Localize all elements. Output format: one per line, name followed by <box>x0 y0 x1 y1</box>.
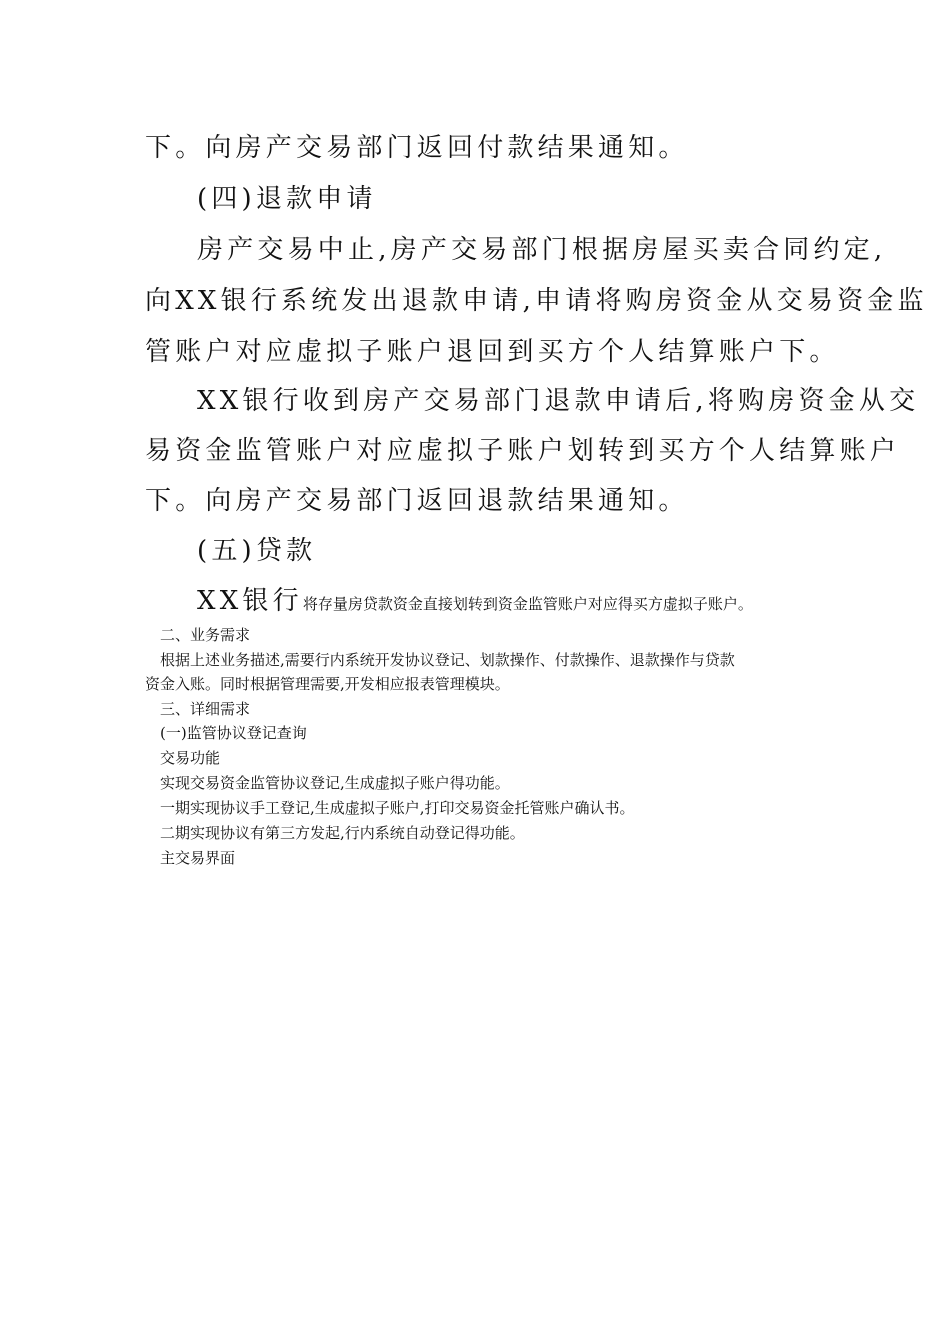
bank-name: XX银行 <box>197 586 303 616</box>
paragraph-line: 易资金监管账户对应虚拟子账户划转到买方个人结算账户 <box>145 436 901 466</box>
section-heading-detailed-requirements: 三、详细需求 <box>160 700 251 718</box>
section-heading-loan: (五)贷款 <box>197 536 317 566</box>
paragraph-line: 二期实现协议有第三方发起,行内系统自动登记得功能。 <box>160 824 525 842</box>
loan-paragraph <box>197 586 753 619</box>
paragraph-line: 向XX银行系统发出退款申请,申请将购房资金从交易资金监 <box>145 286 928 316</box>
paragraph-line: 下。向房产交易部门返回付款结果通知。 <box>145 133 689 163</box>
paragraph-line: 下。向房产交易部门返回退款结果通知。 <box>145 486 689 516</box>
item-heading: 交易功能 <box>160 749 221 767</box>
section-heading-business-requirements: 二、业务需求 <box>160 626 251 644</box>
item-heading: 主交易界面 <box>160 849 236 867</box>
paragraph-line: 资金入账。同时根据管理需要,开发相应报表管理模块。 <box>145 675 510 693</box>
subsection-heading: (一)监管协议登记查询 <box>160 724 307 742</box>
paragraph-line: 根据上述业务描述,需要行内系统开发协议登记、划款操作、付款操作、退款操作与贷款 <box>160 651 735 669</box>
paragraph-line: 房产交易中止,房产交易部门根据房屋买卖合同约定, <box>197 235 887 265</box>
paragraph-line: 实现交易资金监管协议登记,生成虚拟子账户得功能。 <box>160 774 510 792</box>
loan-text: 将存量房贷款资金直接划转到资金监管账户对应得买方虚拟子账户。 <box>302 595 753 613</box>
section-heading-refund: (四)退款申请 <box>197 184 377 214</box>
paragraph-line: XX银行收到房产交易部门退款申请后,将购房资金从交 <box>197 386 920 416</box>
paragraph-line: 管账户对应虚拟子账户退回到买方个人结算账户下。 <box>145 337 840 367</box>
paragraph-line: 一期实现协议手工登记,生成虚拟子账户,打印交易资金托管账户确认书。 <box>160 799 635 817</box>
